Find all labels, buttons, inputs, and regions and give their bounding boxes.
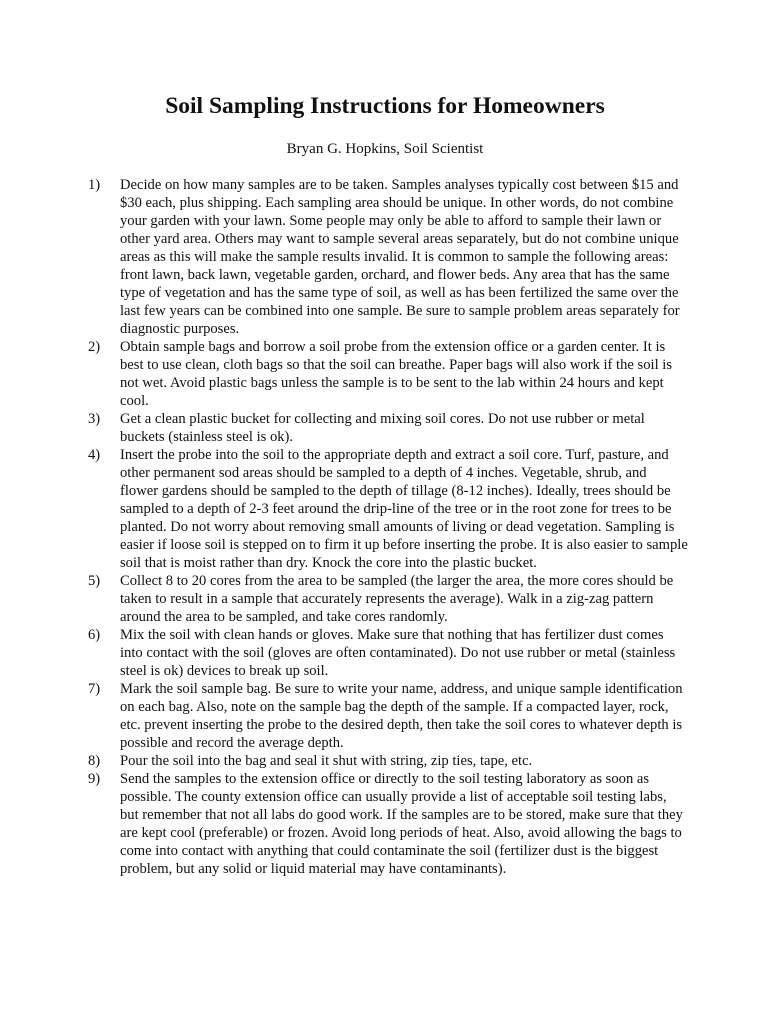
list-item [88,680,688,752]
item-text: Mix the soil with clean hands or gloves. Make sure that nothing that has fertilizer dust comes into contact with the soil (gloves are often contaminated). Do not use rubber or metal (stainless steel is ok) devices to break up soil. [120,627,676,679]
item-number: 8) [88,753,101,769]
instruction-list [88,176,688,878]
item-text: Mark the soil sample bag. Be sure to write your name, address, and unique sample identification on each bag. Also, note on the sample bag the depth of the sample. If a compacted layer, rock, etc. prevent inserting the probe to the desired depth, then take the soil cores to whatever depth is possible and record the average depth. [120,681,683,751]
item-number: 6) [88,627,101,643]
list-item [88,176,688,338]
list-item [88,572,688,626]
item-text: Pour the soil into the bag and seal it shut with string, zip ties, tape, etc. [120,753,533,769]
item-text: Send the samples to the extension office or directly to the soil testing laboratory as soon as possible. The county extension office can usually provide a list of acceptable soil testing labs, but remember that not all labs do good work. If the samples are to be stored, make sure that they are kept cool (preferable) or frozen. Avoid long periods of heat. Also, avoid allowing the bags to come into contact with anything that could contaminate the soil (fertilizer dust is the biggest problem, but any solid or liquid material may have contaminants). [120,771,683,877]
list-item [88,410,688,446]
item-number: 9) [88,771,101,787]
item-number: 5) [88,573,101,589]
document-title: Soil Sampling Instructions for Homeowners [165,93,605,119]
item-text: Insert the probe into the soil to the appropriate depth and extract a soil core. Turf, pasture, and other permanent sod areas should be sampled to a depth of 4 inches. Vegetable, shrub, and flower gardens should be sampled to the depth of tillage (8-12 inches). Ideally, trees should be sampled to a depth of 2-3 feet around the drip-line of the tree or in the root zone for trees to be planted. Do not worry about removing small amounts of living or dead vegetation. Sampling is easier if loose soil is stepped on to firm it up before inserting the probe. It is also easier to sample soil that is moist rather than dry. Knock the core into the plastic bucket. [120,447,688,571]
list-item [88,338,688,410]
item-number: 1) [88,177,101,193]
list-item [88,446,688,572]
list-item [88,626,688,680]
document-author: Bryan G. Hopkins, Soil Scientist [286,141,484,157]
item-text: Decide on how many samples are to be taken. Samples analyses typically cost between $15 and $30 each, plus shipping. Each sampling area should be unique. In other words, do not combine your garden with your lawn. Some people may only be able to afford to sample their lawn or other yard area. Others may want to sample several areas separately, but do not combine unique areas as this will make the sample results invalid. It is common to sample the following areas: front lawn, back lawn, vegetable garden, orchard, and flower beds. Any area that has the same type of vegetation and has the same type of soil, as well as has been fertilized the same over the last few years can be combined into one sample. Be sure to sample problem areas separately for diagnostic purposes. [120,177,680,337]
item-text: Get a clean plastic bucket for collecting and mixing soil cores. Do not use rubber or metal buckets (stainless steel is ok). [120,411,645,445]
item-number: 4) [88,447,101,463]
item-number: 7) [88,681,101,697]
list-item [88,752,688,770]
item-text: Collect 8 to 20 cores from the area to be sampled (the larger the area, the more cores should be taken to result in a sample that accurately represents the average). Walk in a zig-zag pattern around the area to be sampled, and take cores randomly. [120,573,674,625]
item-number: 2) [88,339,101,355]
item-text: Obtain sample bags and borrow a soil probe from the extension office or a garden center. It is best to use clean, cloth bags so that the soil can breathe. Paper bags will also work if the soil is not wet. Avoid plastic bags unless the sample is to be sent to the lab within 24 hours and kept cool. [120,339,673,409]
item-number: 3) [88,411,101,427]
list-item [88,770,688,878]
